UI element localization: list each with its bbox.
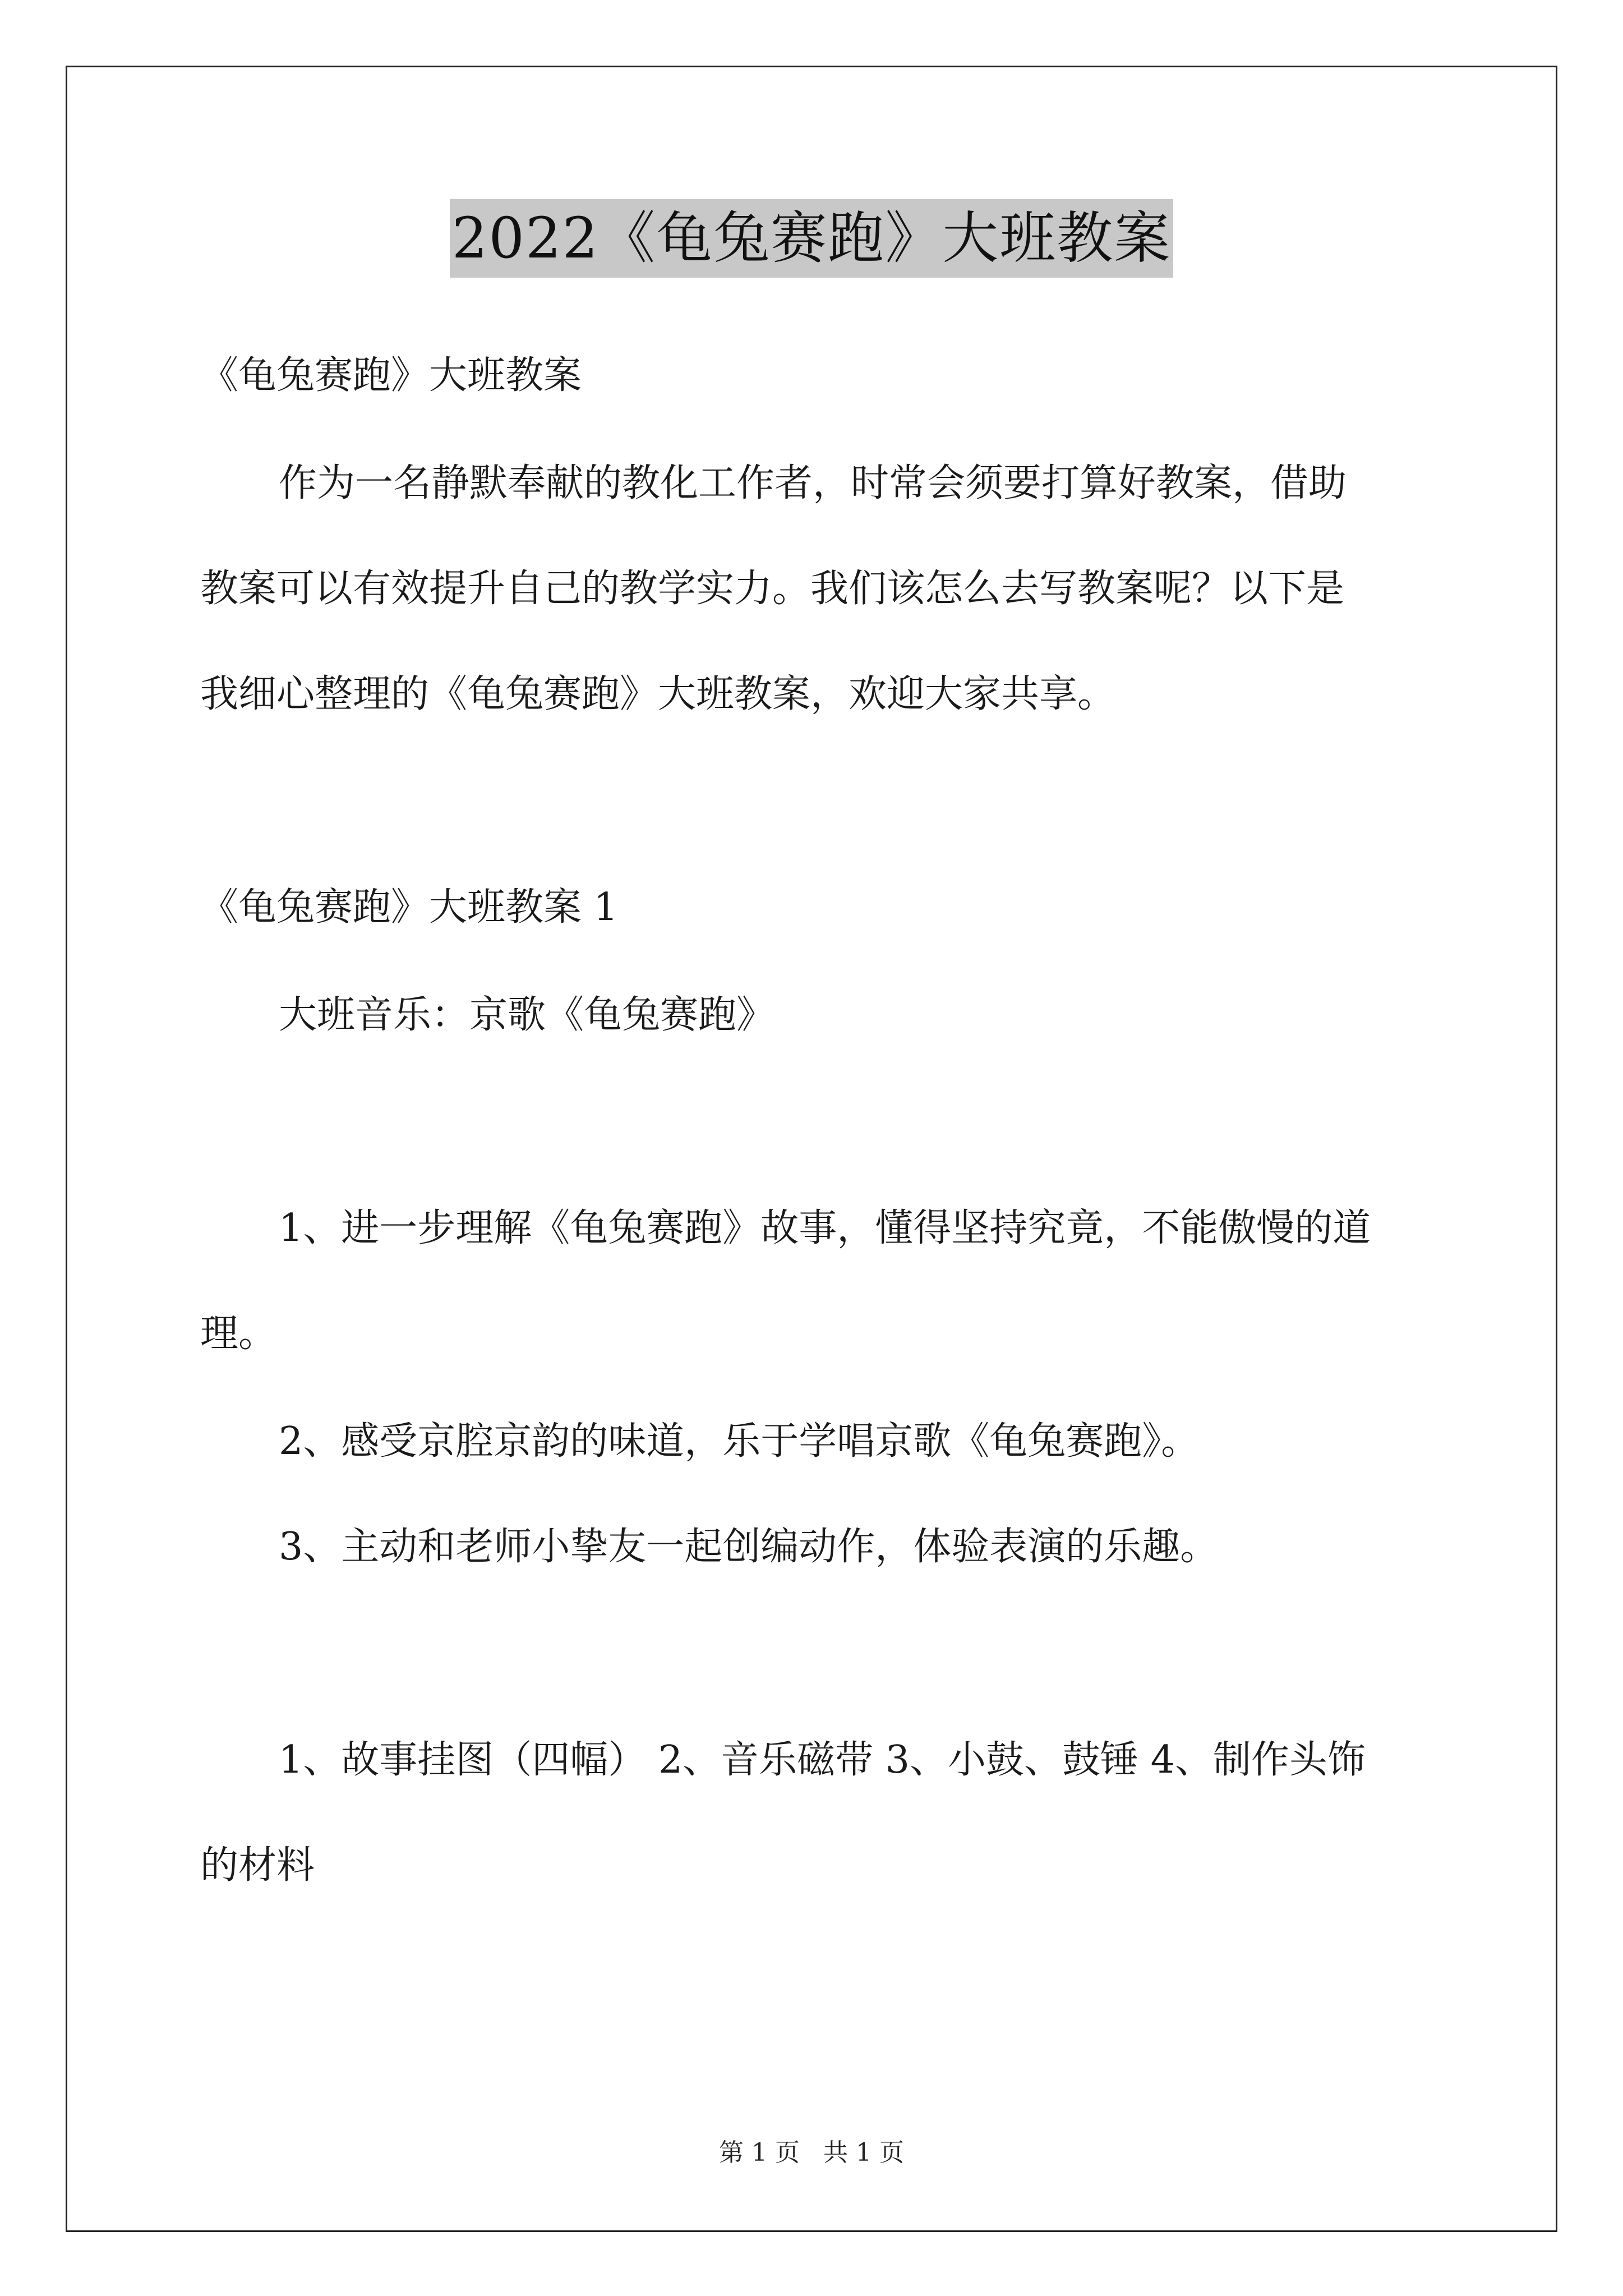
title-container (0, 199, 1623, 278)
goal-line-2: 理。 (200, 1312, 277, 1356)
page-number: 第 1 页 (719, 2138, 800, 2167)
page-total: 共 1 页 (823, 2138, 904, 2167)
goal-line-4: 3、主动和老师小挚友一起创编动作，体验表演的乐趣。 (279, 1525, 1219, 1569)
document-title: 2022《龟兔赛跑》大班教案 (450, 199, 1174, 278)
page-footer (0, 2136, 1623, 2170)
materials-line-1: 1、故事挂图（四幅） 2、音乐磁带 3、小鼓、鼓锤 4、制作头饰 (279, 1738, 1366, 1782)
document-subtitle: 《龟兔赛跑》大班教案 (200, 353, 582, 398)
intro-line-1: 作为一名静默奉献的教化工作者，时常会须要打算好教案，借助 (279, 461, 1347, 505)
goal-line-3: 2、感受京腔京韵的味道，乐于学唱京歌《龟兔赛跑》。 (279, 1419, 1200, 1464)
goal-line-1: 1、进一步理解《龟兔赛跑》故事，懂得坚持究竟，不能傲慢的道 (279, 1206, 1371, 1250)
lesson-name: 大班音乐：京歌《龟兔赛跑》 (279, 993, 775, 1037)
materials-line-2: 的材料 (200, 1843, 315, 1888)
intro-line-3: 我细心整理的《龟兔赛跑》大班教案，欢迎大家共享。 (200, 672, 1116, 716)
section-heading: 《龟兔赛跑》大班教案 1 (200, 885, 618, 930)
intro-line-2: 教案可以有效提升自己的教学实力。我们该怎么去写教案呢？以下是 (200, 567, 1345, 611)
